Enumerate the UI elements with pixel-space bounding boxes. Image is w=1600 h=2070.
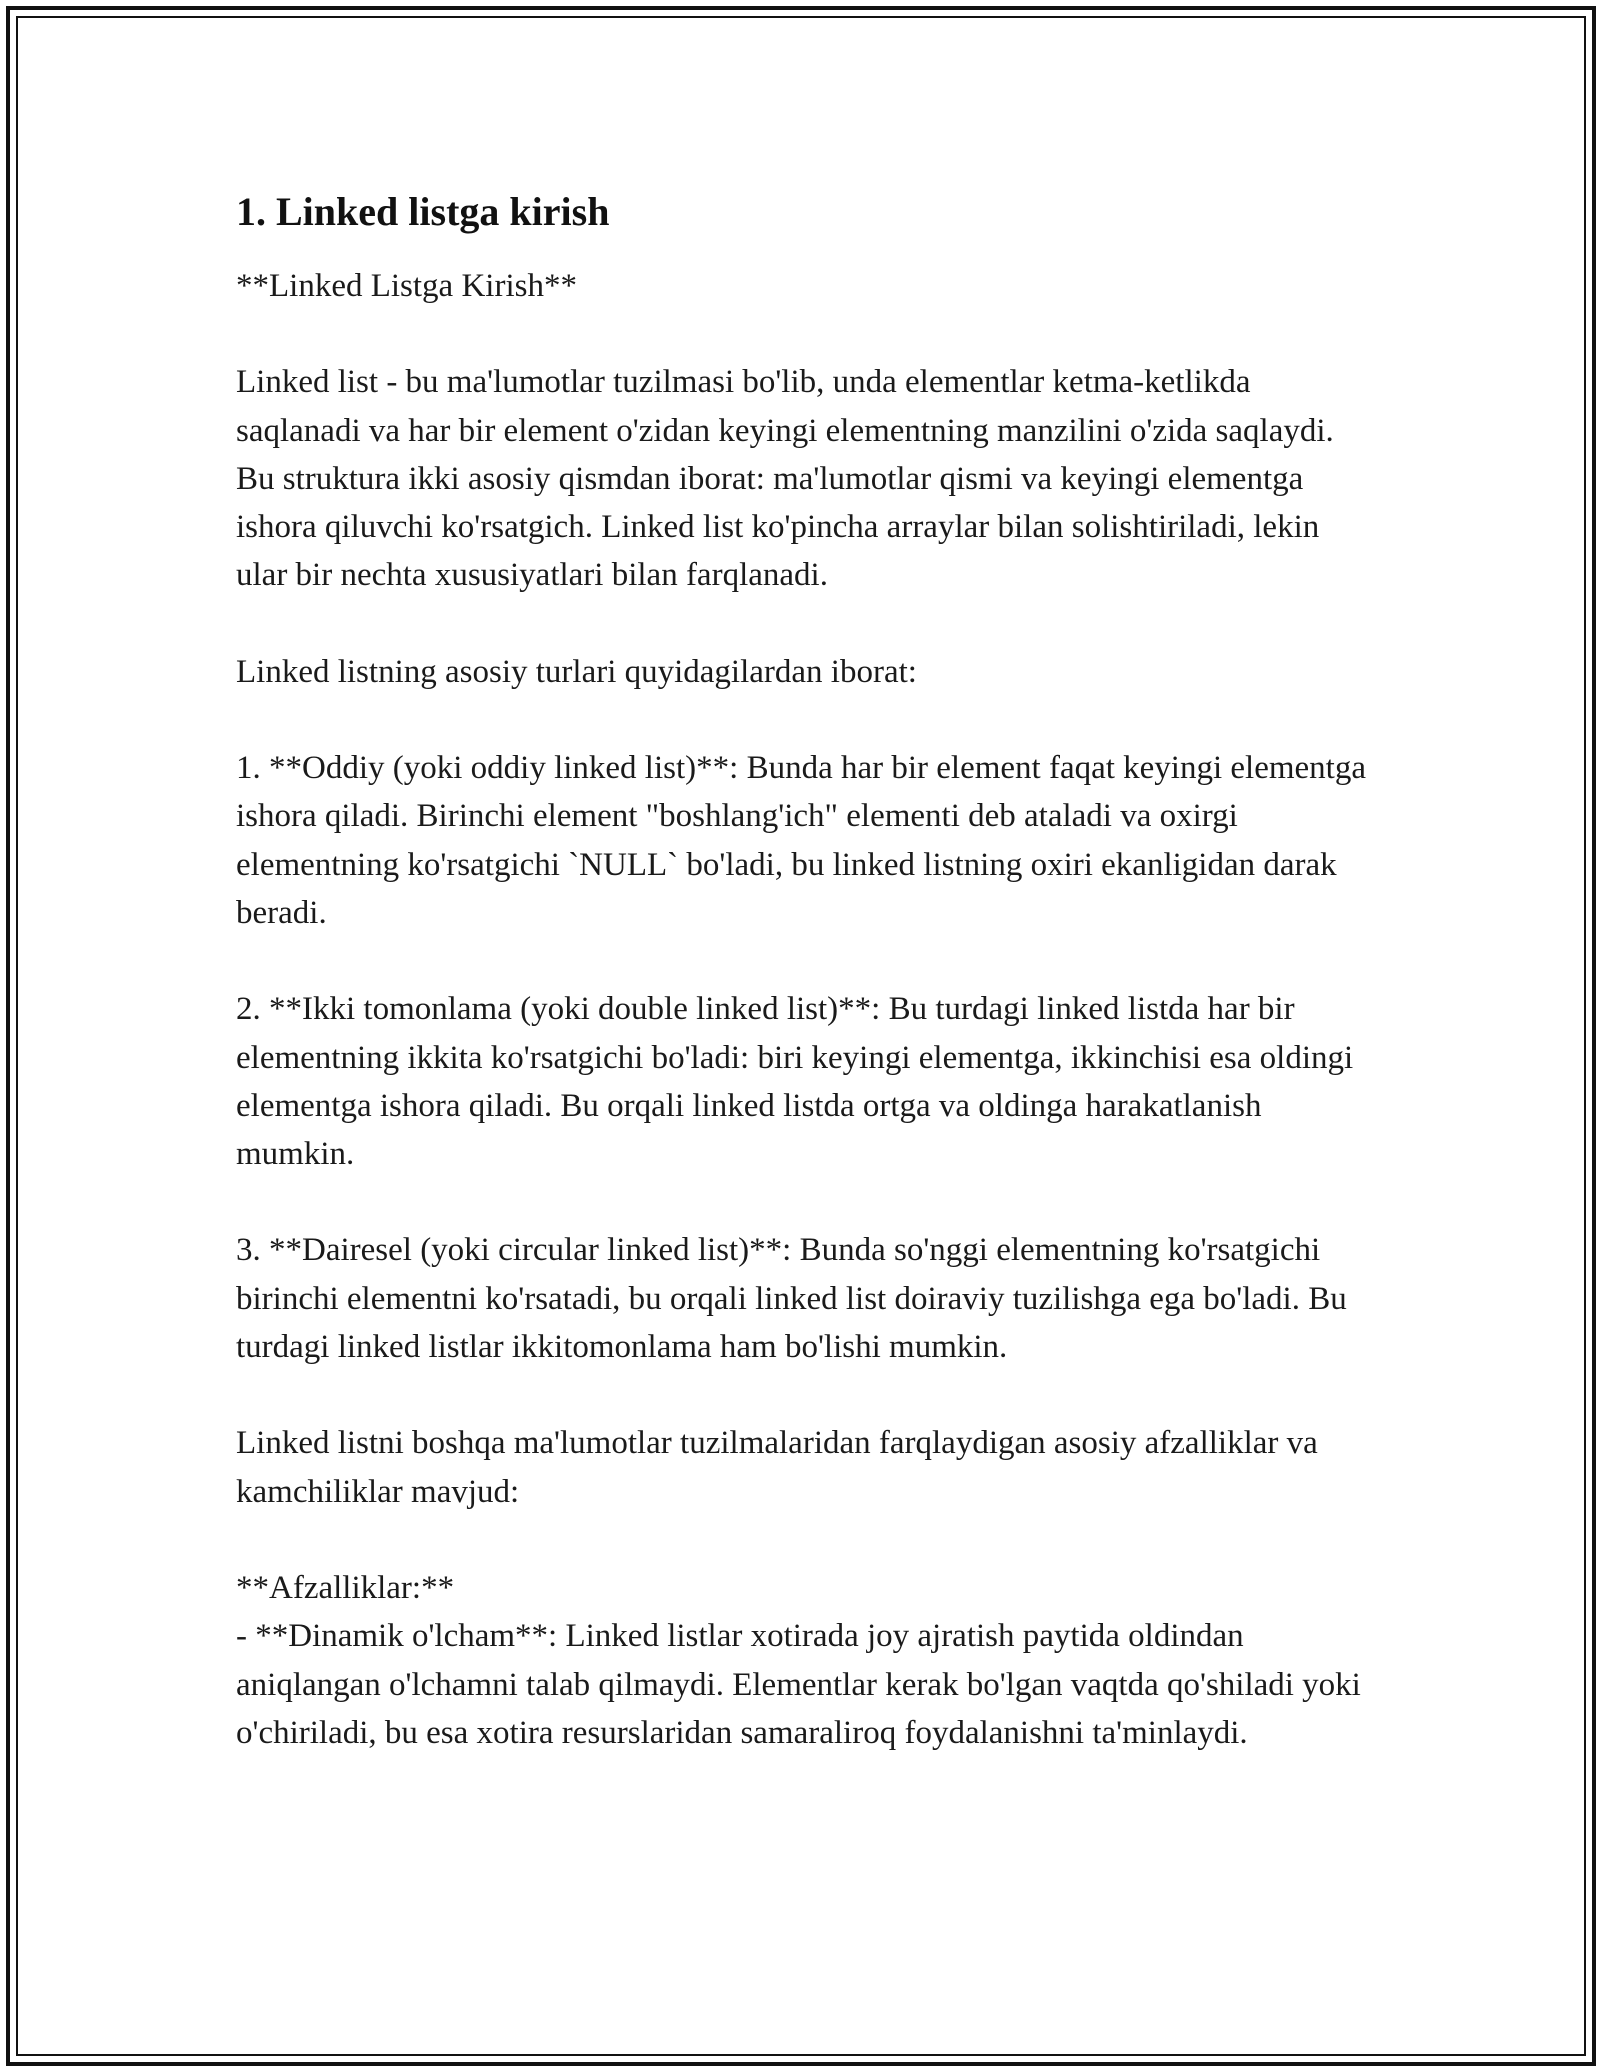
type-3-paragraph: 3. **Dairesel (yoki circular linked list)**: Bunda so'nggi elementning ko'rsatgichi birinchi elementni ko'rsatadi, bu orqali linked list doiraviy tuzilishga ega bo'ladi. Bu turdagi linked listlar ikkitomonlama ham bo'lishi mumkin.	[236, 1232, 1347, 1366]
document-body	[236, 186, 1376, 1757]
type-1-paragraph: 1. **Oddiy (yoki oddiy linked list)**: Bunda har bir element faqat keyingi elementga ishora qiladi. Birinchi element "boshlang'ich" elementi deb ataladi va oxirgi elementning ko'rsatgichi `NULL` bo'ladi, bu linked listning oxiri ekanligidan darak beradi.	[236, 750, 1366, 931]
document-title: 1. Linked listga kirish	[236, 189, 610, 234]
advantages-heading: **Afzalliklar:**	[236, 1569, 455, 1606]
types-heading: Linked listning asosiy turlari quyidagilardan iborat:	[236, 653, 917, 690]
intro-paragraph: Linked list - bu ma'lumotlar tuzilmasi bo'lib, unda elementlar ketma-ketlikda saqlanadi va har bir element o'zidan keyingi elementning manzilini o'zida saqlaydi. Bu struktura ikki asosiy qismdan iborat: ma'lumotlar qismi va keyingi elementga ishora qiluvchi ko'rsatgich. Linked list ko'pincha arraylar bilan solishtiriladi, lekin ular bir nechta xususiyatlari bilan farqlanadi.	[236, 364, 1334, 594]
type-2-paragraph: 2. **Ikki tomonlama (yoki double linked list)**: Bu turdagi linked listda har bir elementning ikkita ko'rsatgichi bo'ladi: biri keyingi elementga, ikkinchisi esa oldingi elementga ishora qiladi. Bu orqali linked listda ortga va oldinga harakatlanish mumkin.	[236, 991, 1354, 1173]
document-subtitle: **Linked Listga Kirish**	[236, 268, 577, 304]
advantage-1-paragraph: - **Dinamik o'lcham**: Linked listlar xotirada joy ajratish paytida oldindan aniqlangan o'lchamni talab qilmaydi. Elementlar kerak bo'lgan vaqtda qo'shiladi yoki o'chiriladi, bu esa xotira resurslaridan samaraliroq foydalanishni ta'minlaydi.	[236, 1618, 1361, 1751]
comparison-paragraph: Linked listni boshqa ma'lumotlar tuzilmalaridan farqlaydigan asosiy afzalliklar va kamchiliklar mavjud:	[236, 1425, 1318, 1510]
